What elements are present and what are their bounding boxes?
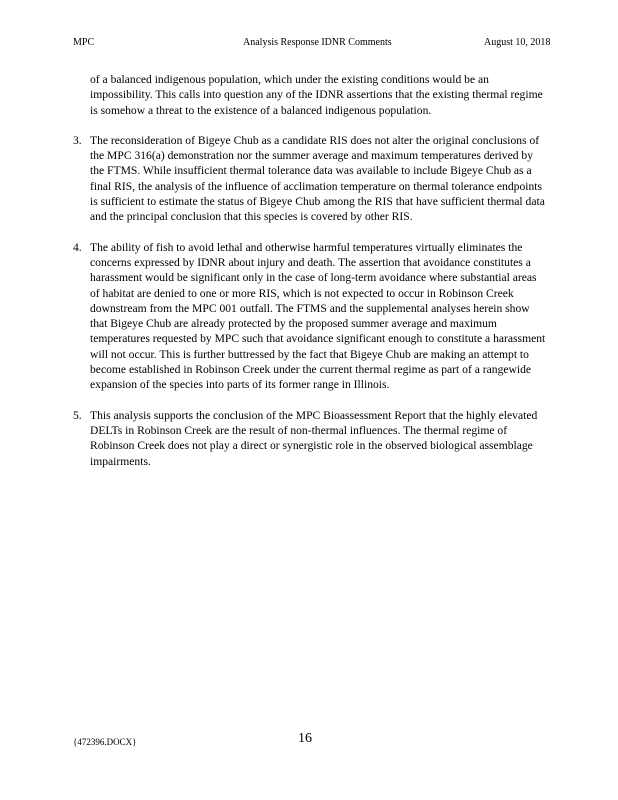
list-number: 3. <box>73 133 82 147</box>
page-header <box>0 37 618 49</box>
list-item-text: This analysis supports the conclusion of the MPC Bioassessment Report that the highly elevated DELTs in Robinson Creek are the result of non-thermal influences. The thermal regime of Robinson Creek does not play a direct or synergistic role in the observed biological assemblage impairments. <box>90 408 538 468</box>
list-item-text: The reconsideration of Bigeye Chub as a candidate RIS does not alter the original conclusions of the MPC 316(a) demonstration nor the summer average and maximum temperatures derived by the FTMS. While insufficient thermal tolerance data was available to include Bigeye Chub as a final RIS, the analysis of the influence of acclimation temperature on thermal tolerance endpoints is sufficient to estimate the status of Bigeye Chub among the RIS that have sufficient thermal data and the principal conclusion that this species is covered by other RIS. <box>90 133 545 224</box>
list-item-3 <box>73 133 547 225</box>
document-id: {472396.DOCX} <box>73 737 137 747</box>
list-number: 4. <box>73 240 82 254</box>
list-number: 5. <box>73 408 82 422</box>
page-number: 16 <box>298 731 312 746</box>
list-item-text: The ability of fish to avoid lethal and otherwise harmful temperatures virtually eliminates the concerns expressed by IDNR about injury and death. The assertion that avoidance constitutes a harassment would be significant only in the case of long-term avoidance where substantial areas of habitat are denied to one or more RIS, which is not expected to occur in Robinson Creek downstream from the MPC 001 outfall. The FTMS and the supplemental analyses herein show that Bigeye Chub are already protected by the proposed summer average and maximum temperatures requested by MPC such that avoidance significant enough to constitute a harassment will not occur. This is further buttressed by the fact that Bigeye Chub are making an attempt to become established in Robinson Creek under the current thermal regime as part of a rangewide expansion of the species into parts of its former range in Illinois. <box>90 240 546 392</box>
header-date: August 10, 2018 <box>484 37 551 48</box>
list-item-4 <box>73 240 547 393</box>
continued-paragraph: of a balanced indigenous population, which under the existing conditions would be an impossibility. This calls into question any of the IDNR assertions that the existing thermal regime is somehow a threat to the existence of a balanced indigenous population. <box>90 73 543 117</box>
document-body <box>73 72 547 484</box>
list-item-5 <box>73 408 547 469</box>
header-title: Analysis Response IDNR Comments <box>243 37 392 48</box>
header-company: MPC <box>73 37 95 48</box>
